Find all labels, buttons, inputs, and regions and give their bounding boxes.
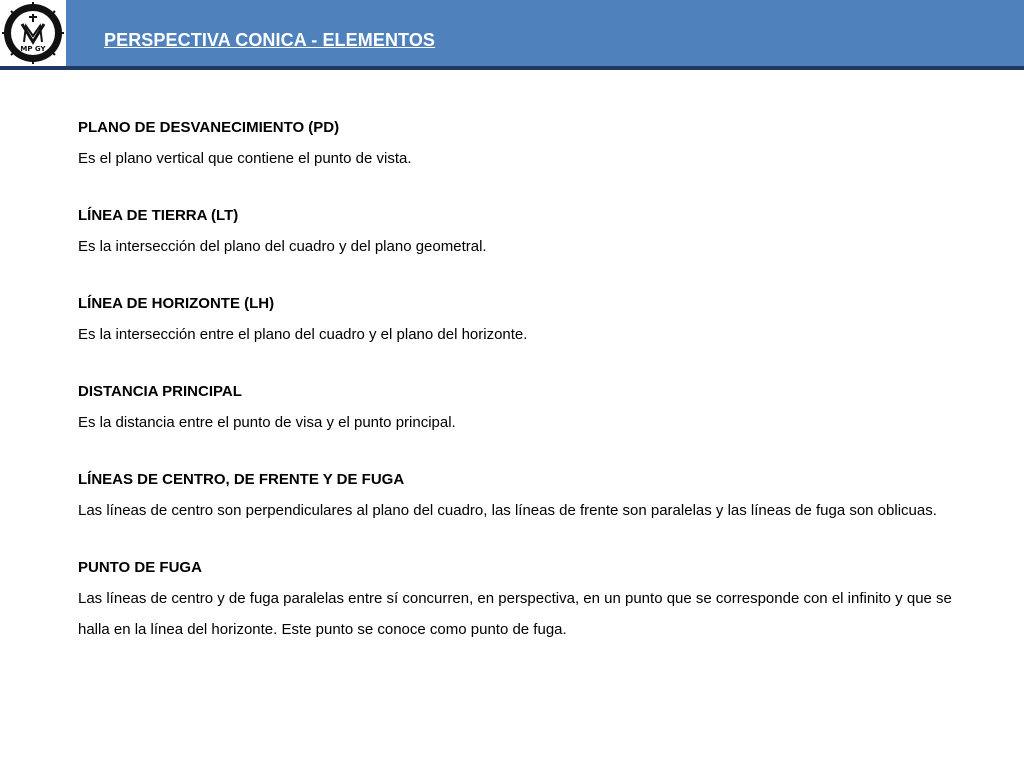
section-text: Las líneas de centro y de fuga paralelas entre sí concurren, en perspectiva, en un punto que se corresponde con el infinito y que se halla en la línea del horizonte. Este punto se conoce como punto de fuga. bbox=[78, 590, 952, 638]
section-plano-desvanecimiento bbox=[78, 117, 968, 174]
section-text: Es la intersección entre el plano del cuadro y el plano del horizonte. bbox=[78, 326, 528, 343]
logo-text: MP GY bbox=[20, 45, 46, 53]
monogram-seal-icon bbox=[2, 2, 64, 64]
section-text: Es el plano vertical que contiene el punto de vista. bbox=[78, 150, 412, 167]
section-heading: DISTANCIA PRINCIPAL bbox=[78, 383, 242, 400]
section-punto-fuga bbox=[78, 557, 968, 645]
slide-title: PERSPECTIVA CONICA - ELEMENTOS bbox=[104, 30, 436, 50]
section-lineas-centro-frente-fuga bbox=[78, 469, 968, 526]
logo bbox=[0, 0, 66, 66]
section-linea-horizonte bbox=[78, 293, 968, 350]
section-heading: LÍNEA DE HORIZONTE (LH) bbox=[78, 295, 275, 312]
section-heading: LÍNEA DE TIERRA (LT) bbox=[78, 207, 239, 224]
section-heading: PLANO DE DESVANECIMIENTO (PD) bbox=[78, 119, 340, 136]
section-text: Las líneas de centro son perpendiculares al plano del cuadro, las líneas de frente son paralelas y las líneas de fuga son oblicuas. bbox=[78, 502, 937, 519]
header-divider bbox=[0, 66, 1024, 70]
section-heading: LÍNEAS DE CENTRO, DE FRENTE Y DE FUGA bbox=[78, 471, 405, 488]
section-text: Es la distancia entre el punto de visa y el punto principal. bbox=[78, 414, 456, 431]
section-linea-tierra bbox=[78, 205, 968, 262]
section-heading: PUNTO DE FUGA bbox=[78, 559, 202, 576]
section-text: Es la intersección del plano del cuadro y del plano geometral. bbox=[78, 238, 487, 255]
section-distancia-principal bbox=[78, 381, 968, 438]
content-area bbox=[78, 117, 968, 645]
